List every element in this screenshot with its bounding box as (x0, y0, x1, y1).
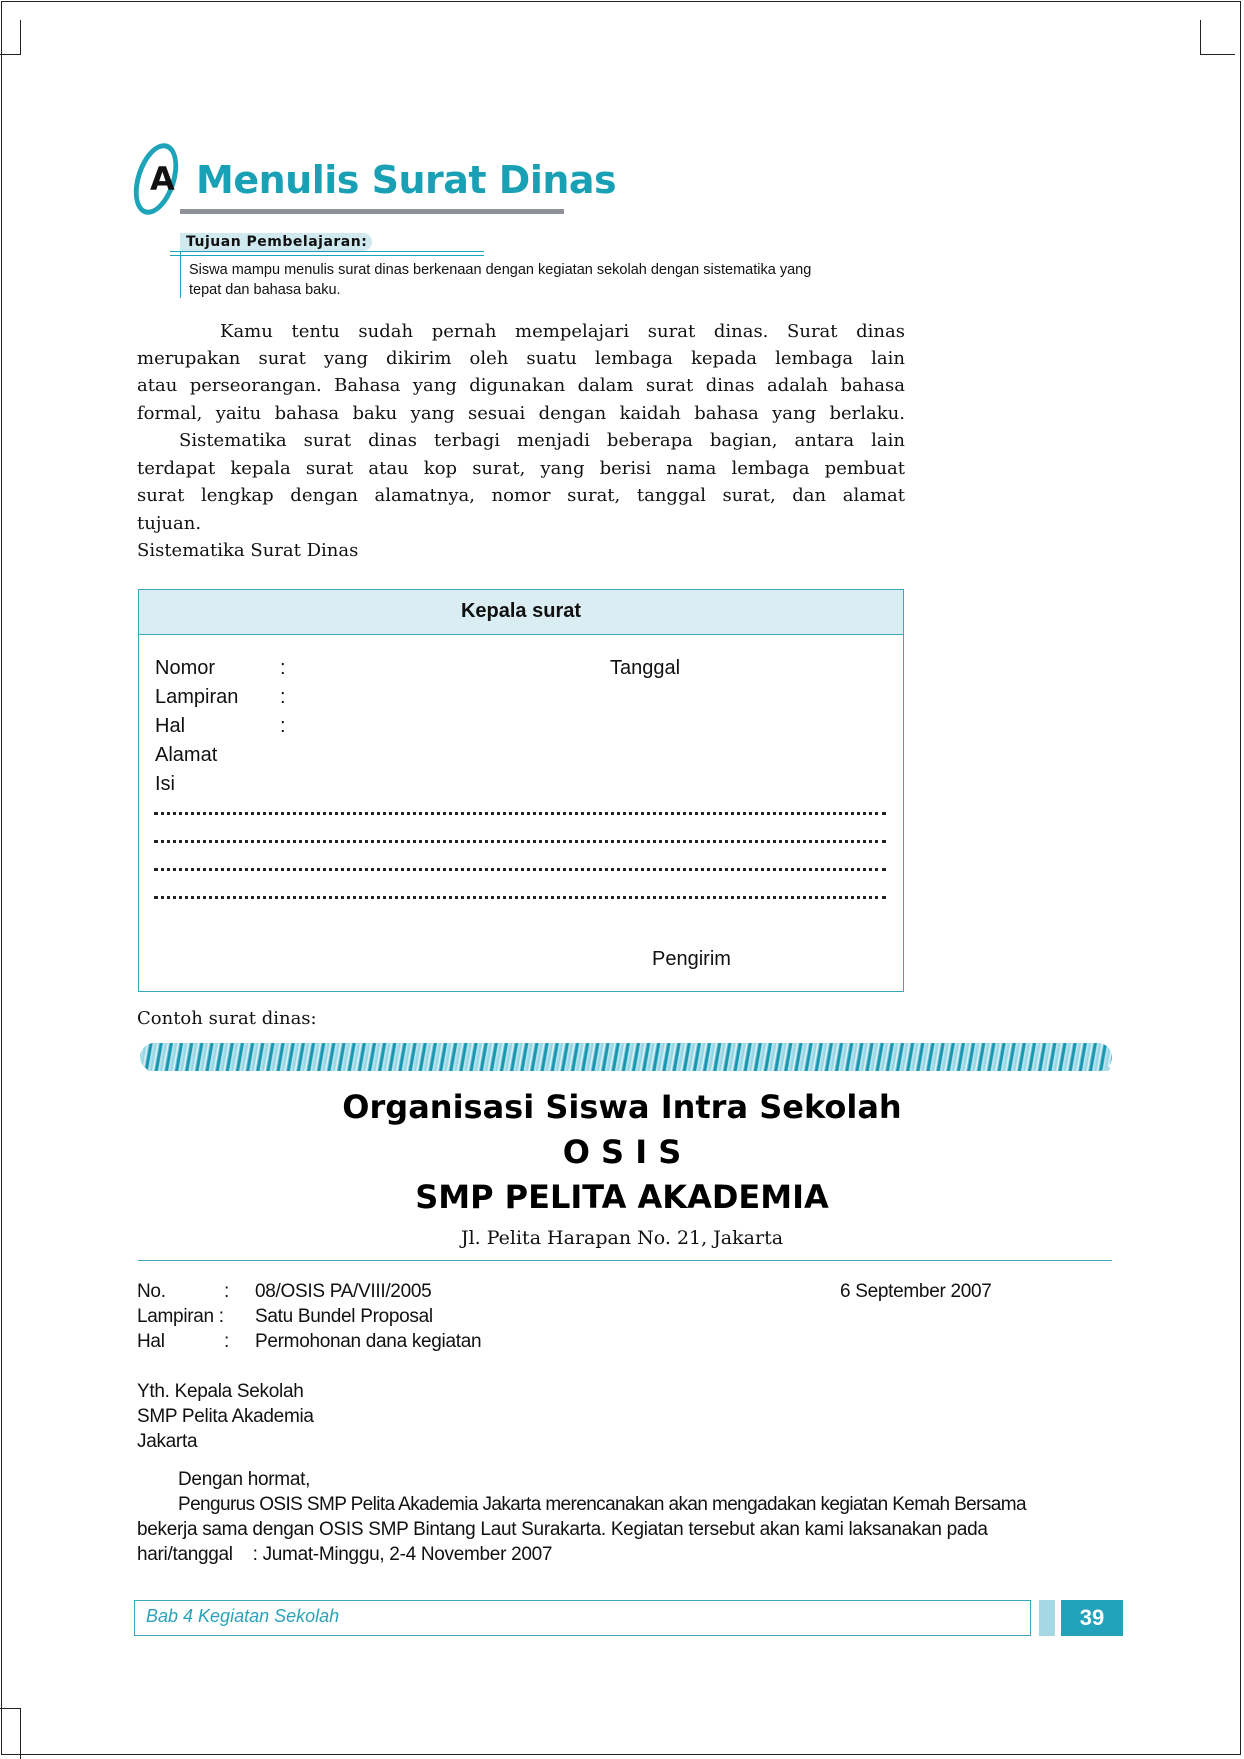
letter-body-line: bekerja sama dengan OSIS SMP Bintang Laut Surakarta. Kegiatan tersebut akan kami laksanakan pada (137, 1519, 988, 1540)
body-line: terdapat kepala surat atau kop surat, yang berisi nama lembaga pembuat (137, 458, 905, 479)
body-line: surat lengkap dengan alamatnya, nomor surat, tanggal surat, dan alamat (137, 485, 905, 506)
letter-recipient-line: Jakarta (137, 1431, 198, 1452)
template-pengirim-label: Pengirim (652, 948, 731, 970)
spiral-binding (140, 1043, 1112, 1071)
letter-date: 6 September 2007 (840, 1281, 992, 1302)
section-title-underline (180, 209, 564, 214)
template-dotted-line (154, 802, 886, 815)
letterhead-school: SMP PELITA AKADEMIA (415, 1178, 829, 1216)
page-number: 39 (1079, 1605, 1105, 1630)
letter-recipient-line: Yth. Kepala Sekolah (137, 1381, 304, 1402)
letter-body-line: hari/tanggal : Jumat-Minggu, 2-4 November 2007 (137, 1544, 553, 1565)
letter-no-label: No. (137, 1281, 166, 1302)
letter-hal-label: Hal (137, 1331, 165, 1352)
footer-tab-accent (1039, 1600, 1055, 1636)
letterhead-address: Jl. Pelita Harapan No. 21, Jakarta (460, 1227, 784, 1249)
template-alamat-label: Alamat (155, 744, 218, 766)
crop-mark-top-right (1200, 20, 1235, 55)
letter-no-value: 08/OSIS PA/VIII/2005 (255, 1281, 432, 1302)
template-lampiran-colon: : (280, 686, 286, 708)
letter-lampiran-value: Satu Bundel Proposal (255, 1306, 433, 1327)
letter-hal-value: Permohonan dana kegiatan (255, 1331, 482, 1352)
section-title: Menulis Surat Dinas (196, 158, 617, 202)
objective-rule-2 (170, 255, 484, 256)
letter-lampiran-label: Lampiran : (137, 1306, 224, 1327)
crop-mark-top-left (0, 20, 21, 55)
body-line: tujuan. (137, 513, 202, 534)
letter-recipient-line: SMP Pelita Akademia (137, 1406, 314, 1427)
body-line: merupakan surat yang dikirim oleh suatu lembaga kepada lembaga lain (137, 348, 905, 369)
template-dotted-line (154, 830, 886, 843)
objective-rule-1 (170, 251, 484, 252)
body-line: formal, yaitu bahasa baku yang sesuai dengan kaidah bahasa yang berlaku. (137, 403, 905, 424)
template-nomor-colon: : (280, 657, 286, 679)
letter-structure-header (139, 590, 903, 635)
template-isi-label: Isi (155, 773, 175, 795)
letter-structure-box (138, 589, 904, 992)
template-tanggal-label: Tanggal (610, 657, 681, 679)
letterhead-rule (138, 1260, 1112, 1261)
letterhead-org-name: Organisasi Siswa Intra Sekolah (342, 1088, 902, 1126)
objective-text-line-2: tepat dan bahasa baku. (189, 282, 341, 298)
template-dotted-line (154, 858, 886, 871)
letterhead-osis: O S I S (562, 1133, 682, 1171)
letter-greeting: Dengan hormat, (178, 1469, 311, 1490)
example-label: Contoh surat dinas: (137, 1008, 317, 1029)
letter-hal-colon: : (224, 1331, 229, 1352)
body-subheading: Sistematika Surat Dinas (137, 540, 359, 561)
body-line: Sistematika surat dinas terbagi menjadi beberapa bagian, antara lain (179, 430, 905, 451)
template-hal-colon: : (280, 715, 286, 737)
body-line: Kamu tentu sudah pernah mempelajari surat dinas. Surat dinas (220, 321, 905, 342)
crop-mark-bottom-left (0, 1708, 21, 1759)
template-hal-label: Hal (155, 715, 186, 737)
body-line: atau perseorangan. Bahasa yang digunakan dalam surat dinas adalah bahasa (137, 375, 905, 396)
letter-body-line: Pengurus OSIS SMP Pelita Akademia Jakarta merencanakan akan mengadakan kegiatan Kemah Bersama (178, 1494, 1026, 1515)
footer-chapter-title: Bab 4 Kegiatan Sekolah (146, 1606, 340, 1626)
letter-structure-header-title: Kepala surat (460, 600, 582, 622)
template-lampiran-label: Lampiran (155, 686, 239, 708)
objective-text (189, 260, 909, 300)
section-letter: A (150, 160, 175, 198)
template-dotted-line (154, 886, 886, 899)
letter-no-colon: : (224, 1281, 229, 1302)
template-nomor-label: Nomor (155, 657, 216, 679)
objective-text-line-1: Siswa mampu menulis surat dinas berkenaan dengan kegiatan sekolah dengan sistematika yang (189, 262, 812, 278)
objective-label: Tujuan Pembelajaran: (186, 234, 368, 250)
